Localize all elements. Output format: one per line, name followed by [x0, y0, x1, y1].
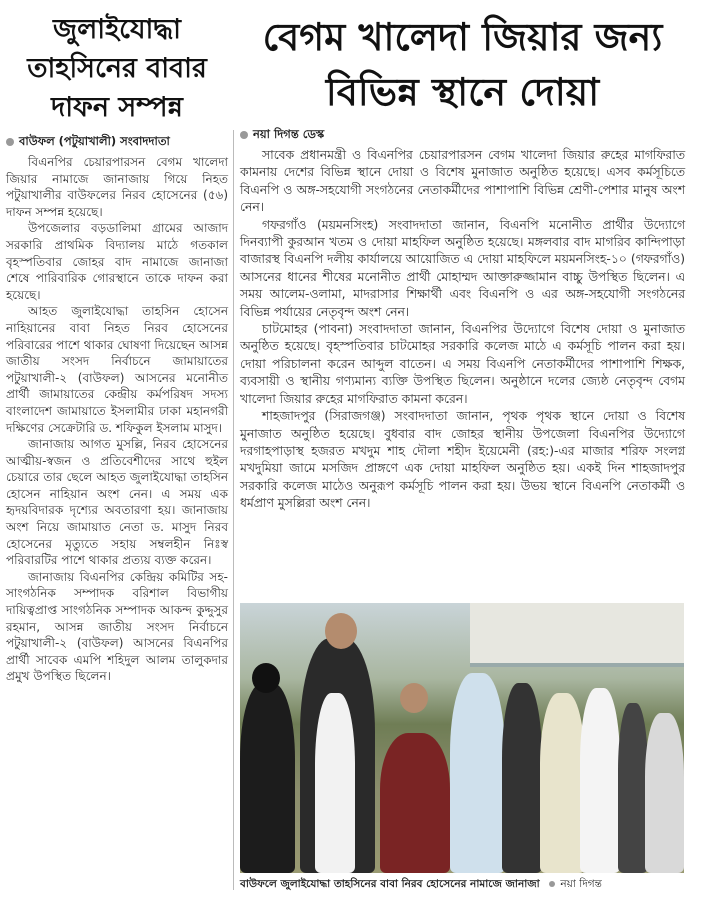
paragraph: জানাজায় বিএনপির কেন্দ্রিয় কমিটির সহ-সাংগঠনিক সম্পাদক বরিশাল বিভাগীয় দায়িত্বপ্রাপ্ত সাংগঠনিক সম্পাদক আকন্দ কুদ্দুসুর রহমান, আসন্ন জাতীয় সংসদ নির্বাচনে পটুয়াখালী-২ (বাউফল) আসনের বিএনপির প্রার্থী সাবেক এমপি শহিদুল আলম তালুকদার প্রমুখ উপস্থিত ছিলেন।	[6, 569, 228, 684]
paragraph: চাটমোহর (পাবনা) সংবাদদাতা জানান, বিএনপির উদ্যোগে বিশেষ দোয়া ও মুনাজাত অনুষ্ঠিত হয়েছে। বৃহস্পতিবার চাটমোহর সরকারি কলেজ মাঠে এ কর্মসূচি পালন করা হয়। দোয়া পরিচালনা করেন আব্দুল বাতেন। এ সময় বিএনপি নেতাকর্মীদের পাশাপাশি শিক্ষক, ব্যবসায়ী ও স্থানীয় গণ্যমান্য ব্যক্তি উপস্থিত ছিলেন। অনুষ্ঠানে দলের জ্যেষ্ঠ নেতৃবৃন্দ বেগম খালেদা জিয়ার রুহের মাগফিরাত কামনা করেন।	[240, 322, 685, 406]
building	[470, 603, 684, 667]
paragraph: আহত জুলাইযোদ্ধা তাহসিন হোসেন নাহিয়ানের বাবা নিহত নিরব হোসেনের পরিবারের পাশে থাকার ঘোষণা দিয়েছেন আসন্ন জাতীয় সংসদ নির্বাচনে জামায়াতের পটুয়াখালী-২ (বাউফল) আসনের মনোনীত প্রার্থী জামায়াতের কেন্দ্রীয় কর্মপরিষদ সদস্য বাংলাদেশ জামায়াতে ইসলামীর ঢাকা মহানগরী দক্ষিণের সেক্রেটারি ড. শফিকুল ইসলাম মাসুদ।	[6, 304, 228, 435]
byline-text: নয়া দিগন্ত ডেস্ক	[253, 127, 325, 141]
caption-text: বাউফলে জুলাইযোদ্ধা তাহসিনের বাবা নিরব হোসেনের নামাজে জানাজা	[240, 878, 540, 890]
main-headline	[240, 10, 685, 120]
main-article	[240, 10, 685, 513]
photo-credit: নয়া দিগন্ত	[560, 878, 602, 890]
left-byline	[6, 133, 228, 152]
main-byline	[240, 126, 685, 145]
left-headline: জুলাইযোদ্ধা তাহসিনের বাবার দাফন সম্পন্ন	[27, 14, 207, 123]
byline-text: বাউফল (পটুয়াখালী) সংবাদদাতা	[19, 134, 170, 148]
paragraph: সাবেক প্রধানমন্ত্রী ও বিএনপির চেয়ারপারসন বেগম খালেদা জিয়ার রুহের মাগফিরাত কামনায় দেশের বিভিন্ন স্থানে দোয়া ও বিশেষ মুনাজাত অনুষ্ঠিত হয়েছে। এসব কর্মসূচিতে বিএনপি ও অঙ্গ-সহযোগী সংগঠনের নেতাকর্মীদের পাশাপাশি বিভিন্ন শ্রেণী-পেশার মানুষ অংশ নেন।	[240, 148, 685, 215]
headline-line: বিভিন্ন স্থানে দোয়া	[325, 70, 600, 114]
paragraph: বিএনপির চেয়ারপারসন বেগম খালেদা জিয়ার নামাজে জানাজায় গিয়ে নিহত পটুয়াখালীর বাউফলের নিরব হোসেনের (৫৬) দাফন সম্পন্ন হয়েছে।	[6, 155, 228, 219]
paragraph: গফরগাঁও (ময়মনসিংহ) সংবাদদাতা জানান, বিএনপি মনোনীত প্রার্থীর উদ্যোগে দিনব্যাপী কুরআন খতম ও দোয়া মাহফিল অনুষ্ঠিত হয়েছে। মঙ্গলবার বাদ মাগরিব কান্দিপাড়া বাজারস্থ বিএনপি দলীয় কার্যালয়ে আয়োজিত এ দোয়া মাহফিলে ময়মনসিংহ-১০ (গফরগাঁও) আসনের ধানের শীষের মনোনীত প্রার্থী মোহাম্মদ আক্তারুজ্জামান বাচ্চু উপস্থিত ছিলেন। এ সময় আলেম-ওলামা, মাদরাসার শিক্ষার্থী এবং বিএনপি ও এর অঙ্গ-সহযোগী সংগঠনের বিভিন্ন পর্যায়ের নেতৃবৃন্দ অংশ নেন।	[240, 217, 685, 319]
photo-caption	[240, 877, 684, 894]
column-divider	[233, 130, 234, 890]
paragraph: শাহজাদপুর (সিরাজগঞ্জ) সংবাদদাতা জানান, পৃথক পৃথক স্থানে দোয়া ও বিশেষ মুনাজাত অনুষ্ঠিত হয়েছে। বুধবার বাদ জোহর স্থানীয় উপজেলা বিএনপির উদ্যোগে দরগাহপাড়াস্থ হজরত মখদুম শাহ দৌলা শহীদ ইয়েমেনী (রহ:)-এর মাজার শরিফ সংলগ্ন মখদুমিয়া জামে মসজিদ প্রাঙ্গণে এক দোয়া মাহফিল অনুষ্ঠিত হয়। একই দিন শাহজাদপুর সরকারি কলেজ মাঠেও অনুরূপ কর্মসূচি পালন করা হয়। উভয় স্থানে বিএনপি নেতাকর্মী ও ধর্মপ্রাণ মুসল্লিরা অংশ নেন।	[240, 409, 685, 511]
bullet-icon	[549, 881, 555, 887]
bullet-icon	[6, 138, 14, 146]
headline-line: বেগম খালেদা জিয়ার জন্য	[262, 15, 663, 59]
news-photo	[240, 603, 684, 873]
left-article	[6, 10, 228, 685]
paragraph: জানাজায় আগত মুসল্লি, নিরব হোসেনের আত্মীয়-স্বজন ও প্রতিবেশীদের সাথে হুইল চেয়ারে তার ছেলে আহত জুলাইযোদ্ধা তাহসিন হোসেন নাহিয়ান অংশ নেন। এ সময় এক হৃদয়বিদারক দৃশ্যের অবতারণা হয়। জানাজায় অংশ নিয়ে জামায়াত নেতা ড. মাসুদ নিরব হোসেনের মৃত্যুতে সহায় সম্বলহীন নিঃস্ব পরিবারটির পাশে থাকার প্রত্যয় ব্যক্ত করেন।	[6, 437, 228, 568]
paragraph: উপজেলার বড়ডালিমা গ্রামের আজাদ সরকারি প্রাথমিক বিদ্যালয় মাঠে গতকাল বৃহস্পতিবার জোহর বাদ নামাজে জানাজা শেষে পারিবারিক গোরস্থানে তাকে দাফন করা হয়েছে।	[6, 221, 228, 302]
bullet-icon	[240, 131, 248, 139]
